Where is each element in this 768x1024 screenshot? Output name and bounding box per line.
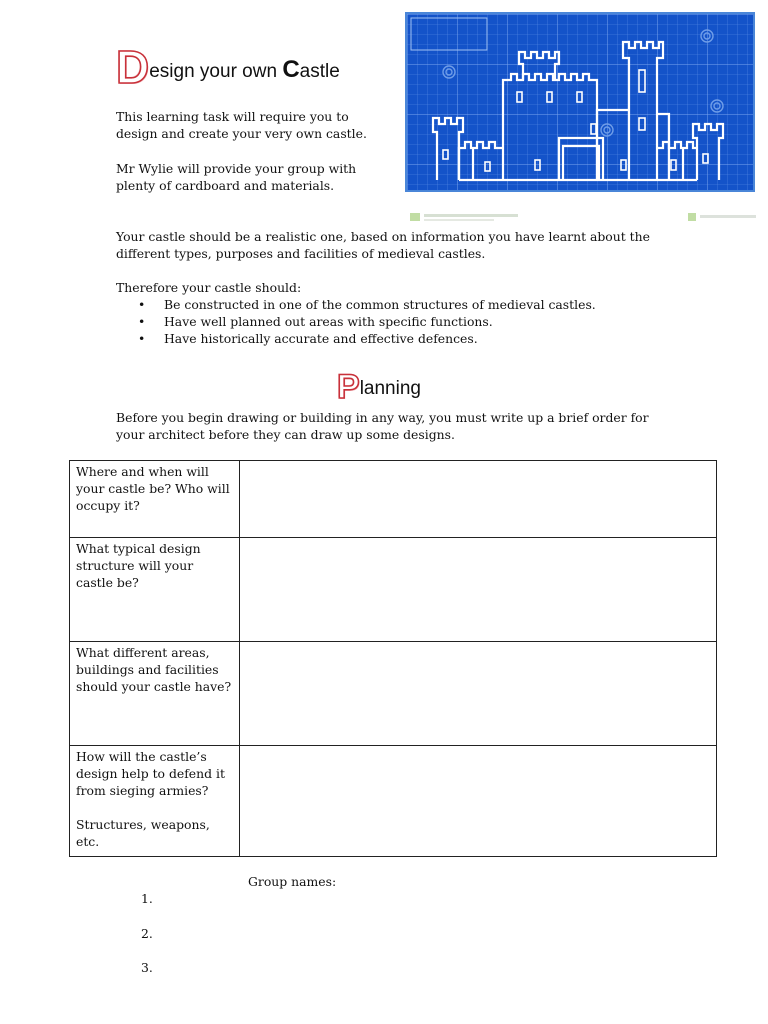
question-cell: [70, 746, 240, 857]
title-drop-cap: D: [116, 41, 150, 93]
list-item: • Have historically accurate and effective defences.: [116, 330, 676, 347]
table-row: [70, 538, 717, 642]
question-extra: Structures, weapons, etc.: [76, 817, 210, 849]
page-title: [116, 41, 340, 93]
answer-cell[interactable]: [240, 746, 717, 857]
answer-cell[interactable]: [240, 642, 717, 746]
architect-order-table: [69, 460, 717, 857]
group-name-2[interactable]: 2.: [141, 926, 153, 941]
group-name-3[interactable]: 3.: [141, 960, 153, 975]
watermark-strip-left: [410, 208, 520, 220]
intro-paragraph-2: Mr Wylie will provide your group with plenty of cardboard and materials.: [116, 161, 357, 193]
question-cell: What different areas, buildings and facilities should your castle have?: [70, 642, 240, 746]
watermark-logo-left-icon: [410, 211, 520, 223]
table-row: [70, 642, 717, 746]
planning-heading-rest: lanning: [359, 378, 421, 399]
requirements-list: [116, 296, 676, 347]
planning-heading: [337, 370, 421, 404]
planning-intro: Before you begin drawing or building in any way, you must write up a brief order for your architect before they can draw up some designs.: [116, 410, 649, 442]
castle-should-intro: Therefore your castle should:: [116, 280, 302, 295]
group-name-1[interactable]: 1.: [141, 891, 153, 906]
list-item: • Have well planned out areas with specific functions.: [116, 313, 676, 330]
question-cell: Where and when will your castle be? Who will occupy it?: [70, 461, 240, 538]
castle-blueprint-image: [405, 12, 755, 192]
table-row: [70, 746, 717, 857]
castle-blueprint-svg: [407, 14, 753, 190]
answer-cell[interactable]: [240, 461, 717, 538]
question-text: How will the castle’s design help to defend it from sieging armies?: [76, 749, 225, 798]
title-part-1: esign your own: [149, 61, 283, 82]
answer-cell[interactable]: [240, 538, 717, 642]
watermark-logo-right-icon: [688, 211, 758, 223]
realistic-castle-paragraph: Your castle should be a realistic one, based on information you have learnt about the different types, purposes and facilities of medieval castles.: [116, 229, 650, 261]
question-cell: What typical design structure will your castle be?: [70, 538, 240, 642]
group-names-label: Group names:: [248, 874, 337, 889]
table-row: [70, 461, 717, 538]
planning-drop-cap: P: [337, 368, 360, 406]
watermark-strip-right: [688, 208, 758, 220]
title-part-2: astle: [299, 61, 340, 82]
title-cap-2: C: [282, 56, 300, 83]
list-item: • Be constructed in one of the common structures of medieval castles.: [116, 296, 676, 313]
intro-paragraph-1: This learning task will require you to design and create your very own castle.: [116, 109, 367, 141]
